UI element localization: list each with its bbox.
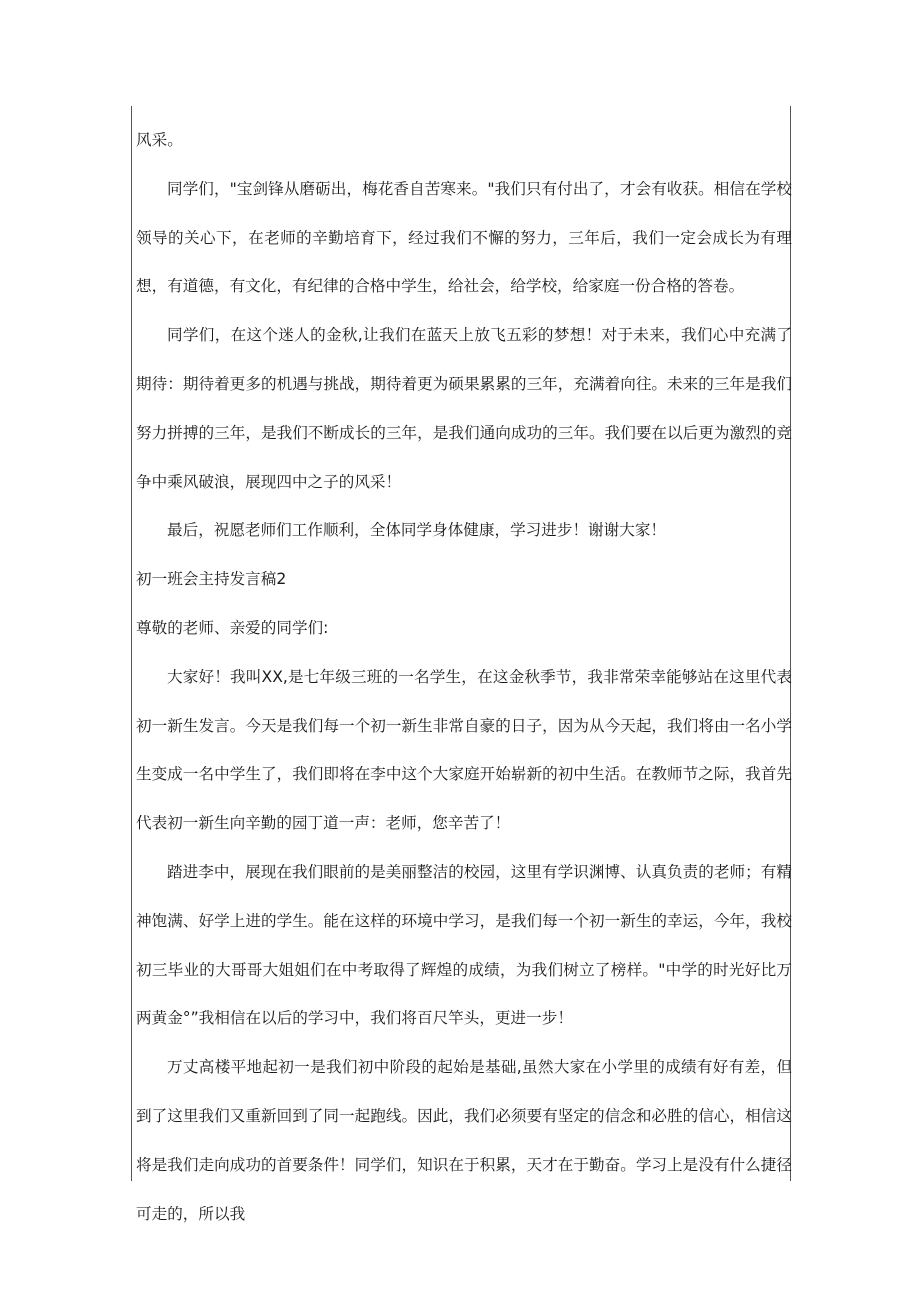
salutation: 尊敬的老师、亲爱的同学们:	[136, 618, 329, 637]
paragraph-4: 最后，祝愿老师们工作顺利，全体同学身体健康，学习进步！谢谢大家！	[167, 521, 667, 540]
paragraph-5: 大家好！我叫XX,是七年级三班的一名学生，在这金秋季节，我非常荣幸能够站在这里代表初一新生发言。今天是我们每一个初一新生非常自豪的日子，因为从今天起，我们将由一名小学生变成一名中学生了，我们即将在李中这个大家庭开始崭新的初中生活。在教师节之际，我首先代表初一新生向辛勤的园丁道一声：老师，您辛苦了！	[136, 667, 792, 833]
section-title: 初一班会主持发言稿2	[136, 570, 287, 589]
paragraph-6: 踏进李中，展现在我们眼前的是美丽整洁的校园，这里有学识渊博、认真负责的老师；有精神饱满、好学上进的学生。能在这样的环境中学习，是我们每一个初一新生的幸运，今年，我校初三毕业的大哥哥大姐姐们在中考取得了辉煌的成绩，为我们树立了榜样。"中学的时光好比万两黄金°”我相信在以后的学习中，我们将百尺竿头，更进一步！	[136, 862, 792, 1028]
paragraph-2: 同学们，"宝剑锋从磨砺出，梅花香自苦寒来。"我们只有付出了，才会有收获。相信在学校领导的关心下，在老师的辛勤培育下，经过我们不懈的努力，三年后，我们一定会成长为有理想，有道德，有文化，有纪律的合格中学生，给社会，给学校，给家庭一份合格的答卷。	[136, 179, 792, 296]
document-body	[136, 116, 792, 1238]
paragraph-3: 同学们，在这个迷人的金秋,让我们在蓝天上放飞五彩的梦想！对于未来，我们心中充满了期待：期待着更多的机遇与挑战，期待着更为硕果累累的三年，充满着向往。未来的三年是我们努力拼搏的三年，是我们不断成长的三年，是我们通向成功的三年。我们要在以后更为激烈的竞争中乘风破浪，展现四中之子的风采！	[136, 326, 792, 491]
paragraph-1: 风采。	[136, 131, 183, 149]
paragraph-7: 万丈高楼平地起初一是我们初中阶段的起始是基础,虽然大家在小学里的成绩有好有差，但到了这里我们又重新回到了同一起跑线。因此，我们必须要有坚定的信念和必胜的信心，相信这将是我们走向成功的首要条件！同学们，知识在于积累，天才在于勤奋。学习上是没有什么捷径可走的，所以我	[136, 1058, 792, 1223]
